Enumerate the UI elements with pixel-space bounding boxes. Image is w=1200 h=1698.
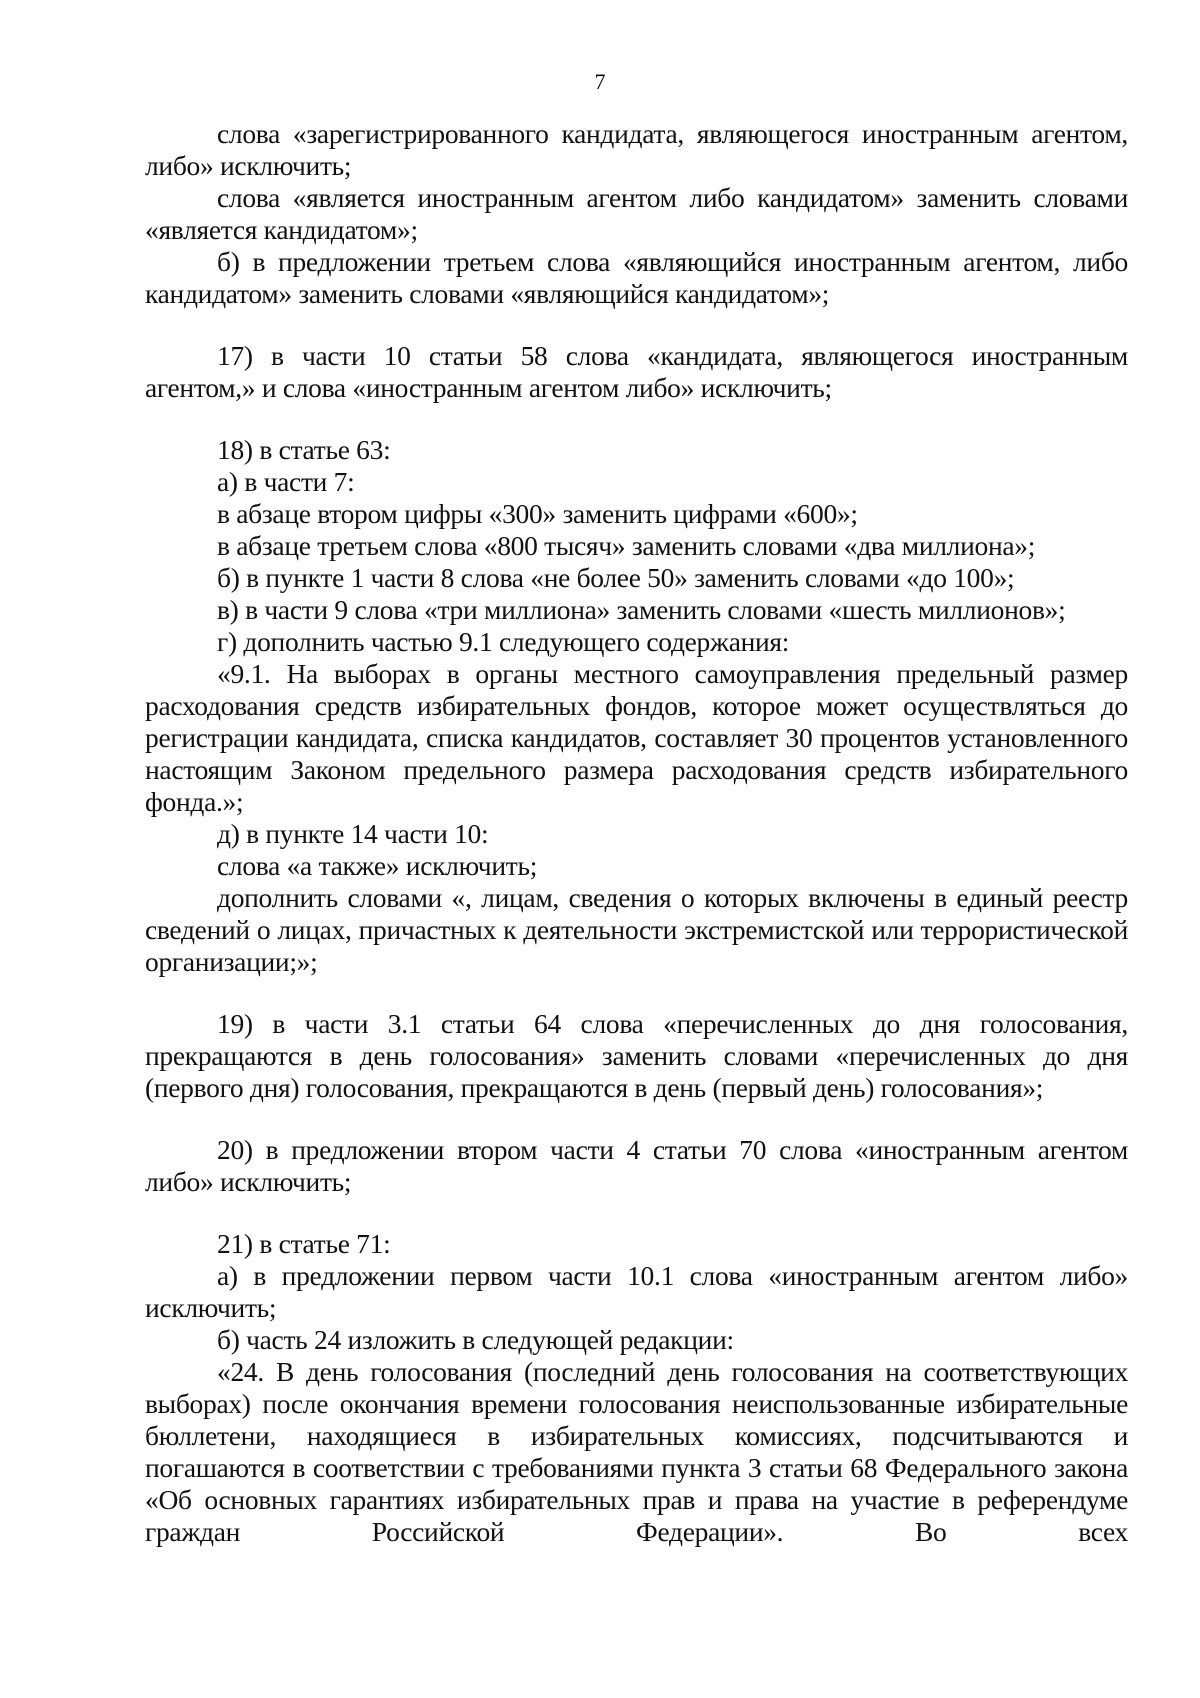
paragraph-item-18: 18) в статье 63:: [217, 434, 391, 465]
paragraph-item-19: 19) в части 3.1 статьи 64 слова «перечисленных до дня голосования, прекращаются в день голосования» заменить словами «перечисленных до дня (первого дня) голосования, прекращаются в день (первый день) голосования»;: [145, 1008, 1128, 1103]
paragraph: в) в части 9 слова «три миллиона» заменить словами «шесть миллионов»;: [217, 594, 1066, 625]
paragraph: в абзаце втором цифры «300» заменить цифрами «600»;: [217, 498, 858, 529]
paragraph: б) в предложении третьем слова «являющийся иностранным агентом, либо кандидатом» заменить словами «являющийся кандидатом»;: [145, 246, 1128, 309]
paragraph: дополнить словами «, лицам, сведения о которых включены в единый реестр сведений о лицах, причастных к деятельности экстремистской или террористической организации;»;: [145, 882, 1128, 977]
paragraph: «9.1. На выборах в органы местного самоуправления предельный размер расходования средств избирательных фондов, которое может осуществляться до регистрации кандидата, списка кандидатов, составляет 30 процентов установленного настоящим Законом предельного размера расходования средств избирательного фонда.»;: [145, 658, 1128, 817]
paragraph-item-21: 21) в статье 71:: [217, 1228, 391, 1259]
paragraph: б) часть 24 изложить в следующей редакции:: [217, 1324, 734, 1355]
paragraph: г) дополнить частью 9.1 следующего содержания:: [217, 626, 790, 657]
paragraph-item-20: 20) в предложении втором части 4 статьи 70 слова «иностранным агентом либо» исключить;: [145, 1134, 1128, 1197]
paragraph: а) в части 7:: [217, 466, 355, 497]
paragraph: слова «является иностранным агентом либо кандидатом» заменить словами «является кандидатом»;: [145, 182, 1128, 245]
paragraph: «24. В день голосования (последний день голосования на соответствующих выборах) после окончания времени голосования неиспользованные избирательные бюллетени, находящиеся в избирательных комиссиях, подсчитываются и погашаются в соответствии с требованиями пункта 3 статьи 68 Федерального закона «Об основных гарантиях избирательных прав и права на участие в референдуме граждан Российской Федерации». Во всех: [145, 1356, 1128, 1547]
document-body: [145, 118, 1128, 1548]
paragraph: в абзаце третьем слова «800 тысяч» заменить словами «два миллиона»;: [217, 530, 1036, 561]
paragraph: д) в пункте 14 части 10:: [217, 818, 489, 849]
paragraph-item-17: 17) в части 10 статьи 58 слова «кандидата, являющегося иностранным агентом,» и слова «иностранным агентом либо» исключить;: [145, 340, 1128, 403]
paragraph: б) в пункте 1 части 8 слова «не более 50» заменить словами «до 100»;: [217, 562, 1015, 593]
paragraph: слова «а также» исключить;: [217, 850, 538, 881]
paragraph: а) в предложении первом части 10.1 слова «иностранным агентом либо» исключить;: [145, 1260, 1128, 1323]
page-number: 7: [594, 69, 606, 94]
paragraph: слова «зарегистрированного кандидата, являющегося иностранным агентом, либо» исключить;: [145, 118, 1128, 181]
